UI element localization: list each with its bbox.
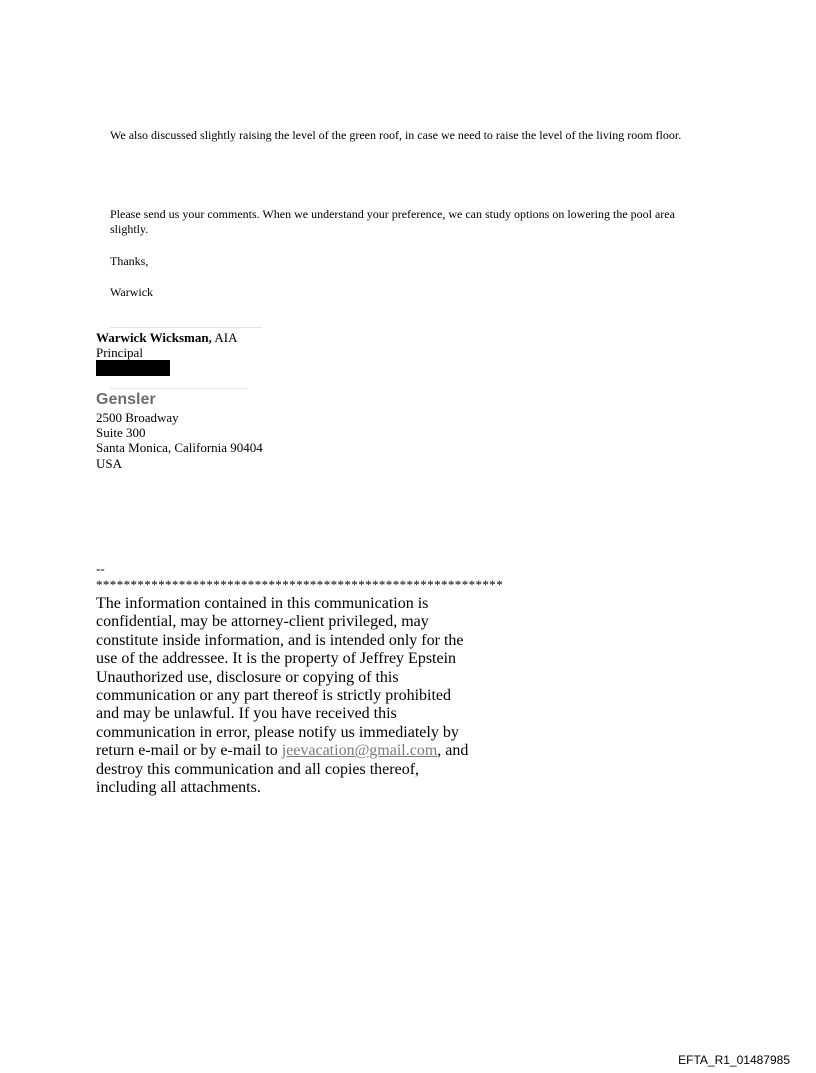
address-line: Suite 300	[96, 425, 146, 440]
email-paragraph: Please send us your comments. When we understand your preference, we can study options on lowering the pool area slightly.	[110, 207, 675, 236]
redaction-block	[96, 360, 170, 376]
signature-title: Principal	[96, 345, 143, 360]
divider	[110, 327, 262, 328]
separator-dashes: --	[96, 561, 105, 576]
disclaimer-text	[96, 595, 476, 797]
separator-stars: ***********************************************************	[96, 577, 504, 592]
address-line: 2500 Broadway	[96, 410, 179, 425]
signature-name-line	[96, 330, 237, 345]
divider	[110, 388, 248, 389]
address-line: USA	[96, 456, 123, 471]
document-id: EFTA_R1_01487985	[678, 1053, 790, 1067]
email-closing: Thanks,	[110, 254, 149, 268]
email-sign-off: Warwick	[110, 285, 154, 299]
company-name: Gensler	[96, 391, 156, 408]
address-line: Santa Monica, California 90404	[96, 440, 263, 455]
email-paragraph: We also discussed slightly raising the level of the green roof, in case we need to raise the level of the living room floor.	[110, 128, 682, 142]
email-link[interactable]: jeevacation@gmail.com	[281, 742, 438, 760]
disclaimer-text-part: The information contained in this communication is confidential, may be attorney-client privileged, may constitute inside information, and is intended only for the use of the addressee. It is the property of Jeffrey Epstein Unauthorized use, disclosure or copying of this communication or any part thereof is strictly prohibited and may be unlawful. If you have received this communication in error, please notify us immediately by return e-mail or by e-mail to	[96, 595, 464, 760]
signature-name: Warwick Wicksman,	[96, 330, 212, 345]
disclaimer-text-part: , and destroy this communication and all copies thereof, including all attachments.	[96, 742, 469, 797]
signature-credential: AIA	[211, 330, 238, 345]
